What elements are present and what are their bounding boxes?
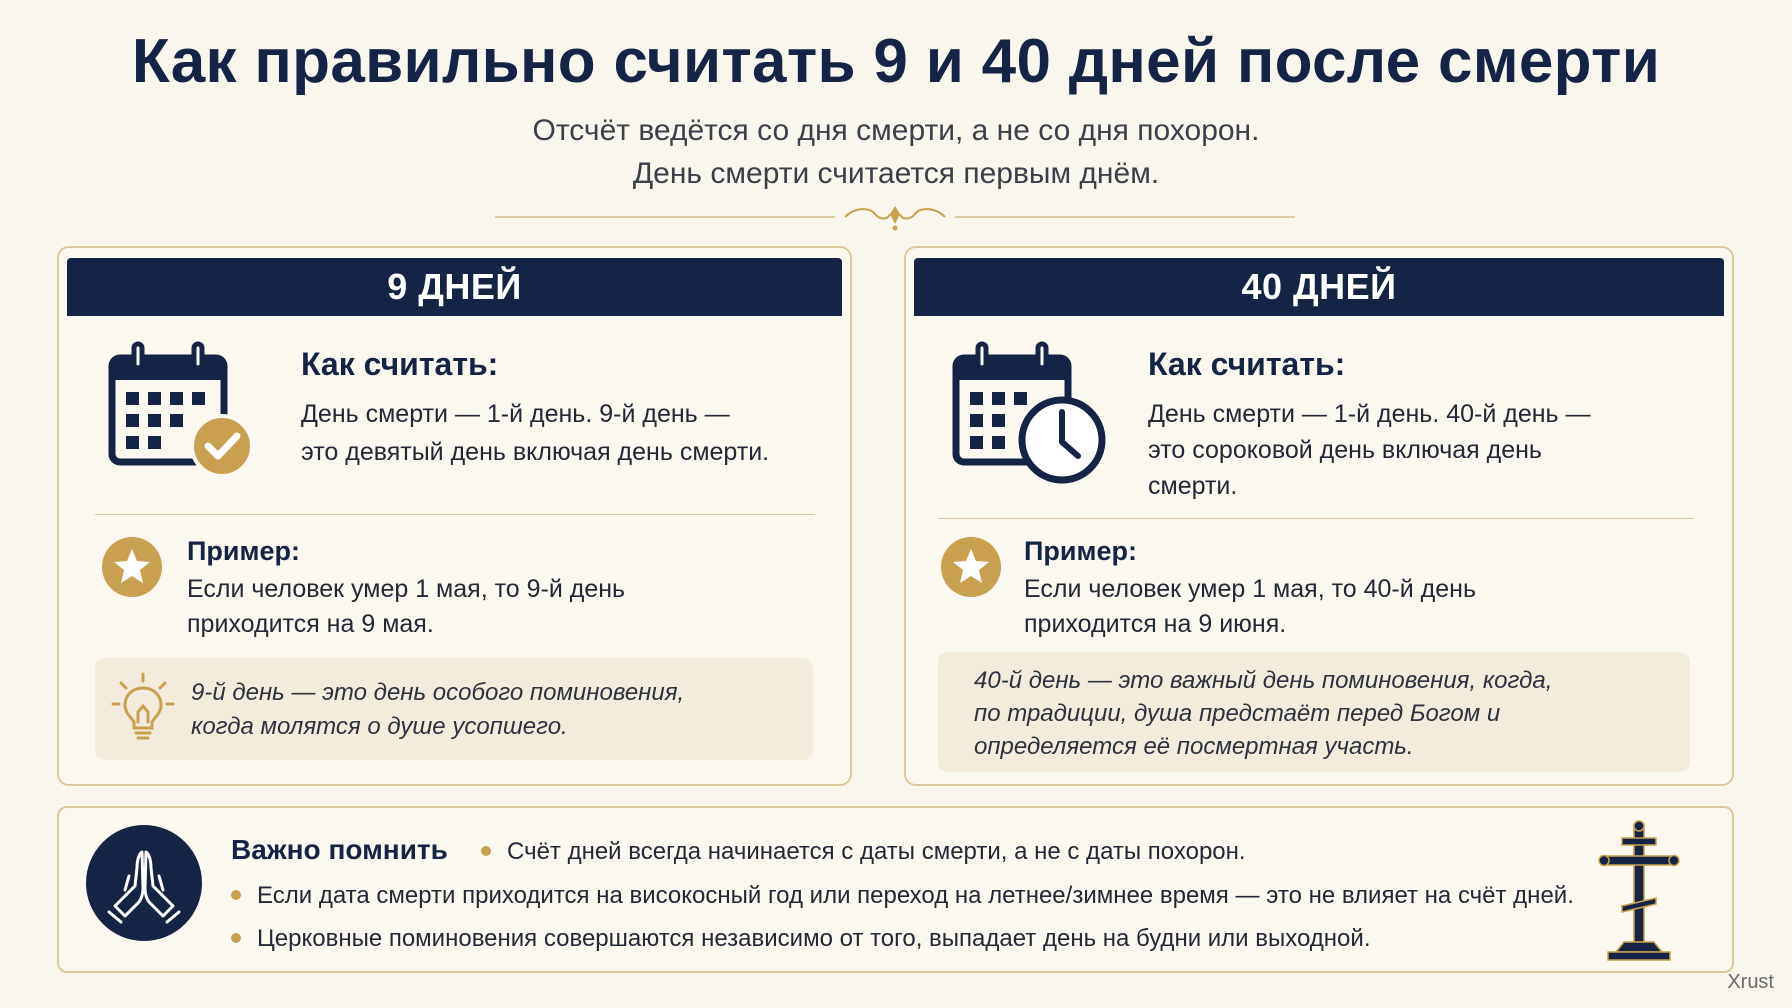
note-box: [938, 652, 1690, 772]
bullet-text: Счёт дней всегда начинается с даты смерти, а не с даты похорон.: [507, 838, 1246, 865]
lightbulb-icon: [111, 672, 175, 742]
subtitle-line-1: Отсчёт ведётся со дня смерти, а не со дня похорон.: [532, 114, 1260, 147]
example-title: Пример:: [1024, 536, 1137, 566]
how-to-count-line-2: это сороковой день включая день: [1148, 436, 1542, 464]
note-line-3: определяется её посмертная участь.: [974, 733, 1414, 760]
card-separator: [95, 514, 815, 515]
watermark: Xrust: [1727, 971, 1774, 993]
bullet-text: Если дата смерти приходится на високосный год или переход на летнее/зимнее время — это не влияет на счёт дней.: [257, 882, 1574, 909]
important-bullet-1: [481, 838, 1246, 866]
star-icon: [940, 536, 1002, 598]
orthodox-cross-icon: [1594, 820, 1684, 962]
how-to-count-line-3: смерти.: [1148, 472, 1238, 500]
note-line-2: по традиции, душа предстаёт перед Богом и: [974, 700, 1501, 727]
ornament-divider: [495, 202, 1295, 232]
subtitle-line-2: День смерти считается первым днём.: [632, 157, 1160, 190]
bullet-dot: [231, 890, 241, 900]
bullet-dot: [481, 846, 491, 856]
important-bullet-2: [231, 882, 1574, 910]
card-heading: 40 ДНЕЙ: [914, 258, 1724, 316]
how-to-count-title: Как считать:: [301, 346, 499, 382]
card-9-days: [57, 246, 852, 786]
calendar-clock-icon: [950, 338, 1110, 488]
example-title: Пример:: [187, 536, 300, 566]
calendar-check-icon: [106, 338, 256, 480]
card-heading: 9 ДНЕЙ: [67, 258, 842, 316]
card-40-days: [904, 246, 1734, 786]
example-line-2: приходится на 9 мая.: [187, 610, 434, 638]
page-title: Как правильно считать 9 и 40 дней после смерти: [131, 27, 1661, 96]
note-box: [95, 658, 813, 760]
bullet-text: Церковные поминовения совершаются независимо от того, выпадает день на будни или выходной.: [257, 925, 1371, 952]
star-icon: [101, 536, 163, 598]
note-line-1: 9-й день — это день особого поминовения,: [191, 679, 685, 706]
card-separator: [938, 518, 1694, 519]
how-to-count-line-1: День смерти — 1-й день. 40-й день —: [1148, 400, 1591, 428]
example-line-2: приходится на 9 июня.: [1024, 610, 1287, 638]
important-title: Важно помнить: [231, 834, 448, 865]
praying-hands-icon: [85, 824, 203, 942]
bullet-dot: [231, 933, 241, 943]
important-panel: [57, 806, 1734, 973]
note-line-2: когда молятся о душе усопшего.: [191, 713, 568, 740]
how-to-count-title: Как считать:: [1148, 346, 1346, 382]
how-to-count-line-1: День смерти — 1-й день. 9-й день —: [301, 400, 730, 428]
how-to-count-line-2: это девятый день включая день смерти.: [301, 438, 770, 466]
note-line-1: 40-й день — это важный день поминовения, когда,: [974, 667, 1553, 694]
example-line-1: Если человек умер 1 мая, то 40-й день: [1024, 575, 1476, 603]
important-bullet-3: [231, 925, 1370, 953]
example-line-1: Если человек умер 1 мая, то 9-й день: [187, 575, 626, 603]
